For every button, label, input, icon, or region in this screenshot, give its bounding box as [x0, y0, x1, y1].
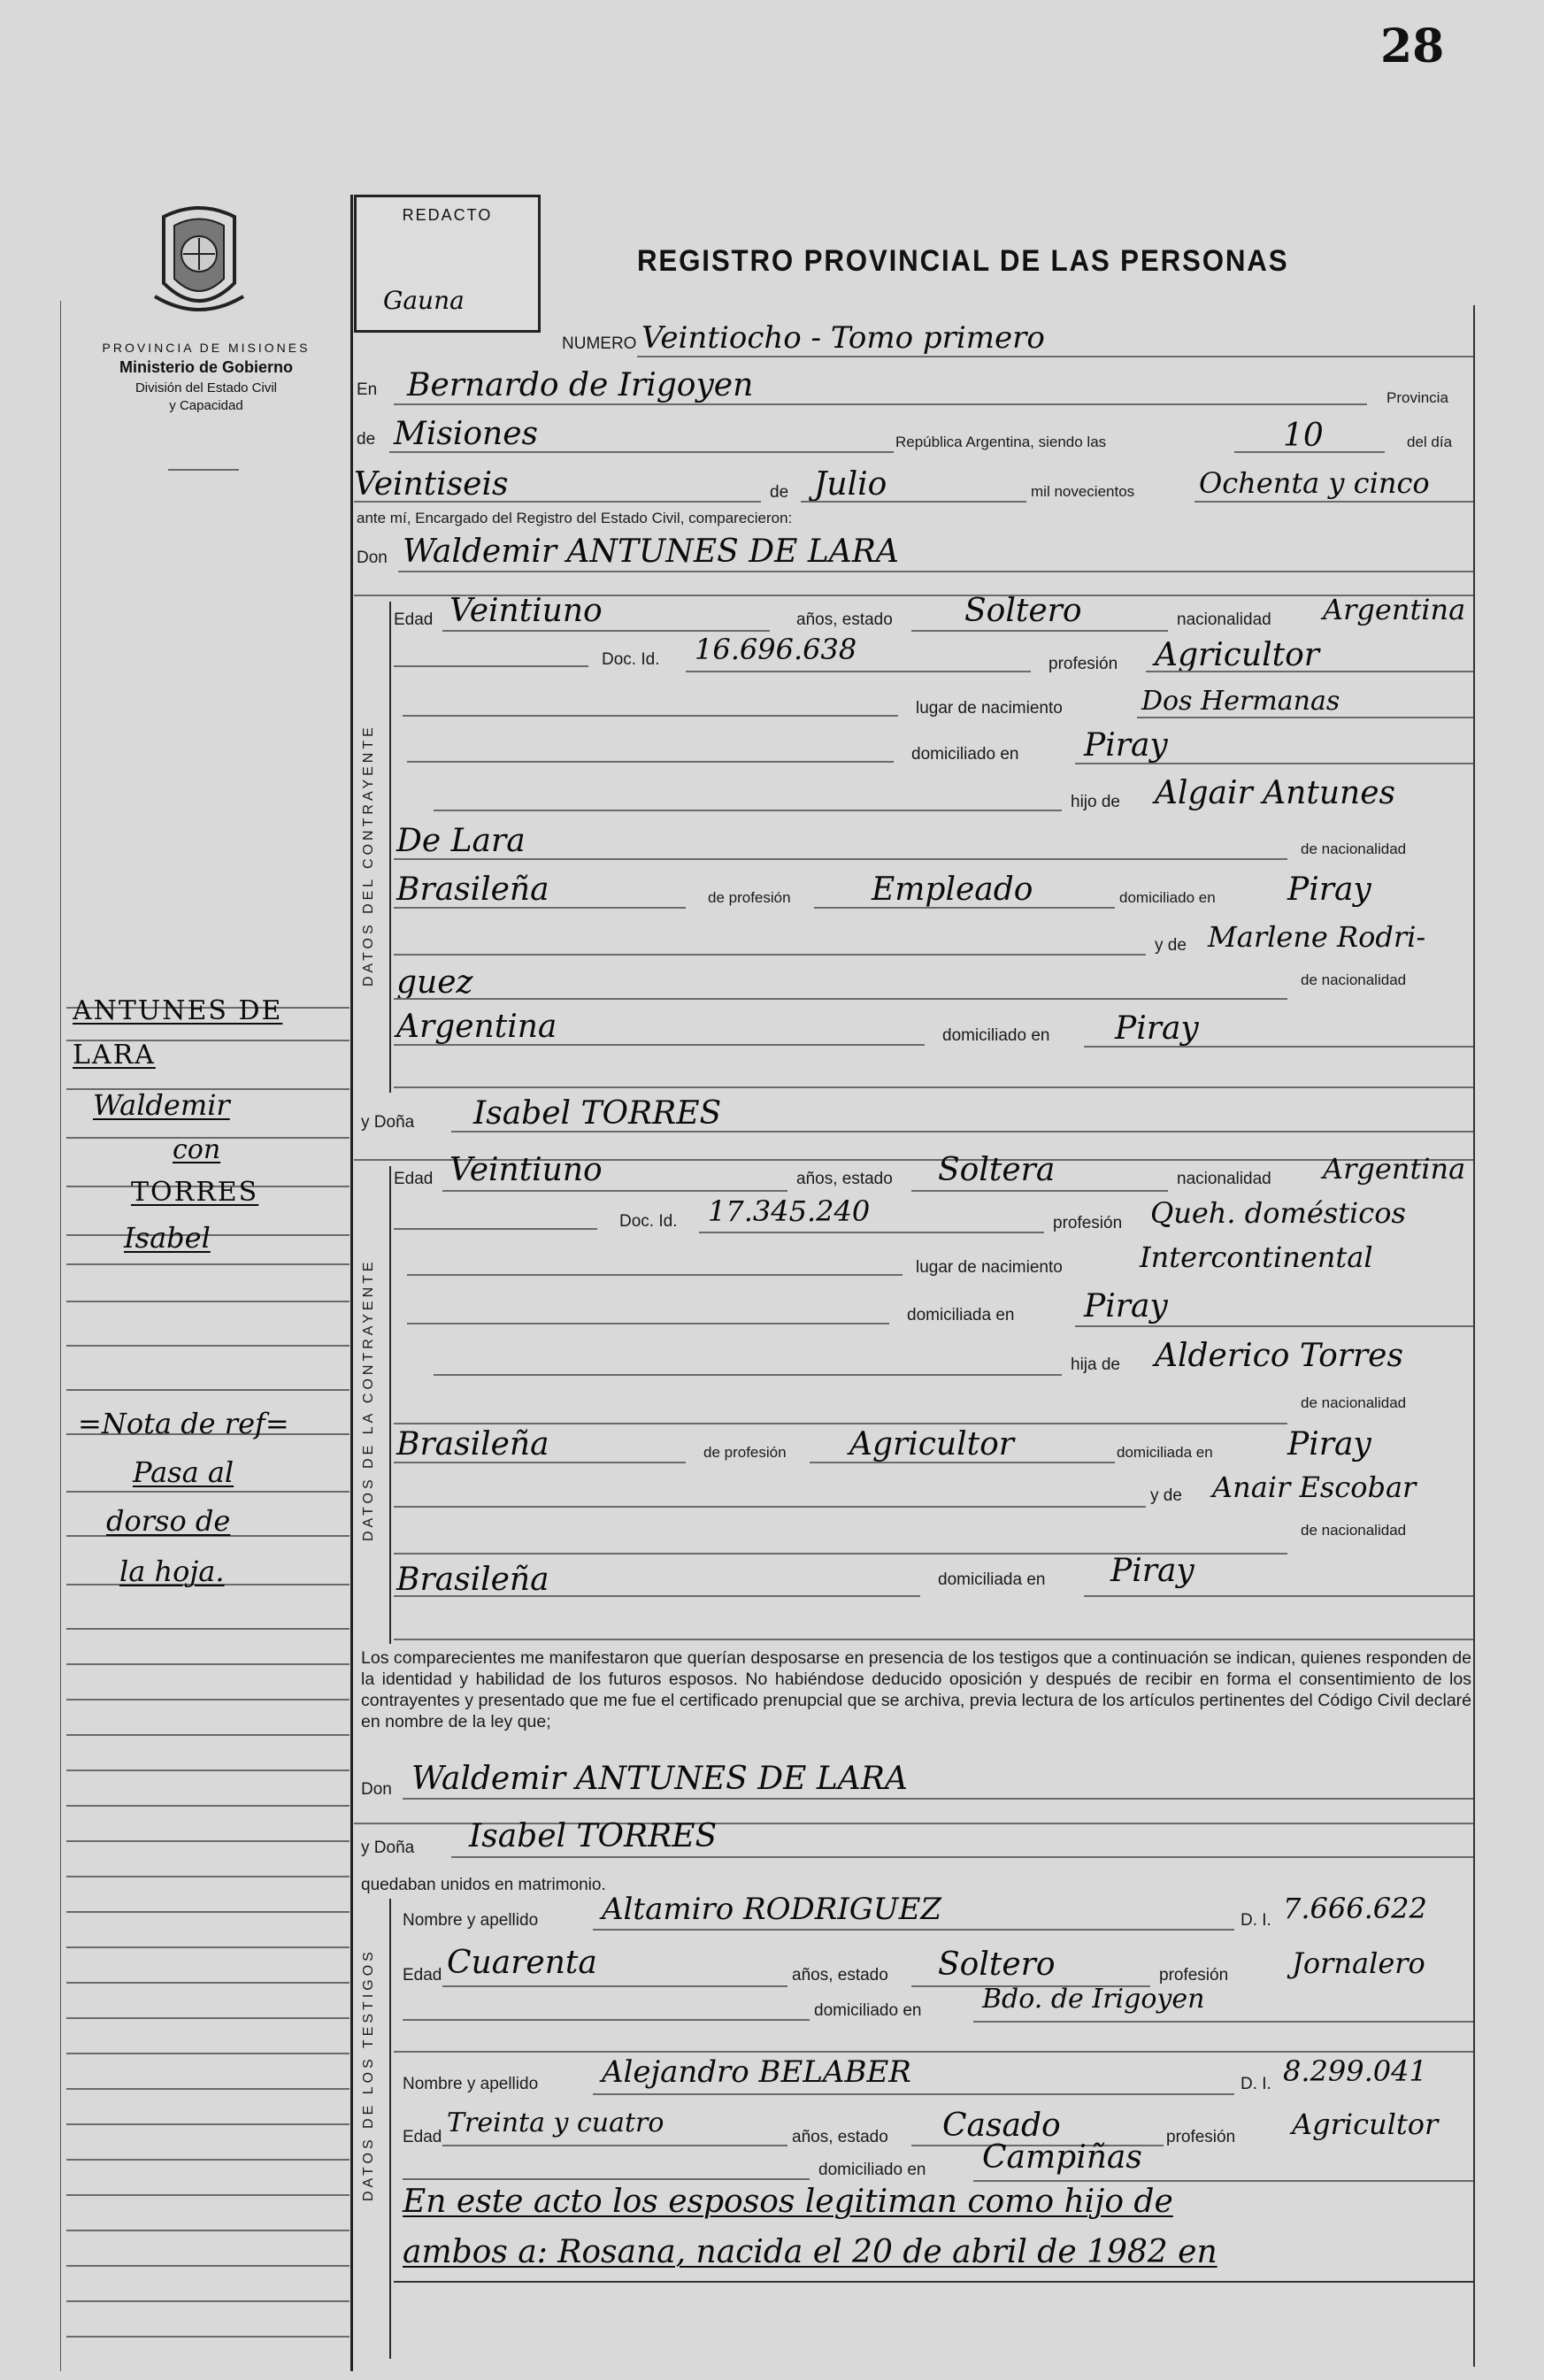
padre-prof-label-2: de profesión [703, 1444, 787, 1461]
madre-value-1b: guez [396, 964, 473, 1001]
dia-value: Veintiseis [354, 466, 509, 503]
dona-value: Isabel TORRES [473, 1095, 722, 1132]
domicilio-label-2: domiciliada en [907, 1306, 1015, 1324]
estado-value-2: Soltera [938, 1152, 1056, 1188]
t2-profesion-label: profesión [1166, 2128, 1236, 2146]
madre-nac-label-2: de nacionalidad [1301, 1522, 1407, 1539]
mes-value: Julio [814, 466, 887, 503]
madre-dom-value-2: Piray [1110, 1553, 1194, 1589]
madre-nac-value-2: Brasileña [396, 1562, 549, 1598]
padre-value-1a: Algair Antunes [1155, 775, 1395, 811]
nacionalidad-label-1: nacionalidad [1177, 610, 1271, 629]
padre-nac-label-2: de nacionalidad [1301, 1394, 1407, 1411]
t2-di-value: 8.299.041 [1283, 2054, 1427, 2088]
t1-edad-value: Cuarenta [447, 1945, 597, 1981]
profesion-value-1: Agricultor [1155, 637, 1319, 673]
decl-dona-value: Isabel TORRES [469, 1818, 718, 1854]
contrayenta-side-label: DATOS DE LA CONTRAYENTE [361, 1258, 376, 1541]
page-number: 28 [1380, 19, 1445, 73]
t1-edad-label: Edad [403, 1966, 442, 1985]
provincia-label: Provincia [1387, 389, 1448, 406]
hija-label: hija de [1071, 1355, 1120, 1374]
t2-nombre-label: Nombre y apellido [403, 2075, 539, 2093]
margin-name-line-2: LARA [73, 1040, 156, 1071]
padre-nac-label-1: de nacionalidad [1301, 841, 1407, 857]
madre-value-1a: Marlene Rodri- [1208, 920, 1426, 954]
lugar-label-1: lugar de nacimiento [916, 699, 1063, 718]
profesion-value-2: Queh. domésticos [1150, 1196, 1406, 1230]
madre-dom-label-1: domiciliado en [942, 1026, 1050, 1045]
dona-label: y Doña [361, 1113, 415, 1132]
testigos-side-label: DATOS DE LOS TESTIGOS [361, 1948, 376, 2201]
padre-prof-value-1: Empleado [872, 871, 1033, 908]
t1-profesion-label: profesión [1159, 1966, 1229, 1985]
hora-value: 10 [1283, 418, 1324, 454]
domicilio-value-2: Piray [1084, 1288, 1168, 1324]
nacionalidad-value-1: Argentina [1323, 593, 1466, 626]
padre-nac-value-2: Brasileña [396, 1426, 549, 1463]
profesion-label-2: profesión [1053, 1214, 1123, 1232]
edad-label-1: Edad [394, 610, 434, 629]
t2-estado-value: Casado [942, 2107, 1061, 2144]
padre-dom-value-2: Piray [1287, 1426, 1371, 1463]
margin-name-line-5: TORRES [131, 1177, 259, 1208]
margin-nota-line-1: =Nota de ref= [78, 1407, 289, 1440]
division-line-1: División del Estado Civil [134, 380, 278, 395]
doc-label-1: Doc. Id. [602, 650, 660, 669]
madre-nac-label-1: de nacionalidad [1301, 971, 1407, 988]
t2-edad-label: Edad [403, 2128, 442, 2146]
padre-prof-label-1: de profesión [708, 889, 791, 906]
padre-dom-label-1: domiciliado en [1119, 889, 1216, 906]
madre-label-2: y de [1150, 1486, 1182, 1505]
margin-name-line-4: con [173, 1134, 221, 1165]
t1-nombre-label: Nombre y apellido [403, 1911, 539, 1930]
t1-dom-value: Bdo. de Irigoyen [982, 1984, 1205, 2015]
nacionalidad-value-2: Argentina [1323, 1152, 1466, 1186]
del-dia-label: del día [1407, 434, 1453, 450]
estado-label-1: años, estado [796, 610, 893, 629]
edad-value-1: Veintiuno [449, 593, 603, 629]
domicilio-label-1: domiciliado en [911, 745, 1019, 764]
de-label: de [357, 430, 376, 449]
nacionalidad-label-2: nacionalidad [1177, 1170, 1271, 1188]
t2-dom-label: domiciliado en [818, 2161, 926, 2179]
numero-label: NUMERO [562, 334, 637, 353]
padre-nac-value-1: Brasileña [396, 871, 549, 908]
don-value: Waldemir ANTUNES DE LARA [403, 534, 899, 570]
t1-dom-label: domiciliado en [814, 2001, 922, 2020]
redacto-value: Gauna [383, 286, 465, 315]
madre-dom-value-1: Piray [1115, 1010, 1199, 1047]
edad-value-2: Veintiuno [449, 1152, 603, 1188]
lugar-value-1: Dos Hermanas [1141, 686, 1340, 717]
t1-nombre-value: Altamiro RODRIGUEZ [602, 1892, 942, 1927]
provincial-seal [146, 199, 252, 323]
estado-value-1: Soltero [964, 593, 1082, 629]
profesion-label-1: profesión [1049, 655, 1118, 673]
doc-value-1: 16.696.638 [695, 633, 857, 666]
anio-value: Ochenta y cinco [1199, 466, 1430, 500]
padre-value-1b: De Lara [396, 823, 526, 859]
lugar-value-2: Intercontinental [1140, 1240, 1373, 1274]
madre-value-2: Anair Escobar [1212, 1470, 1417, 1504]
province-name: PROVINCIA DE MISIONES [102, 341, 311, 355]
decl-dona-label: y Doña [361, 1839, 415, 1857]
en-label: En [357, 380, 378, 399]
de-mes-label: de [770, 483, 789, 502]
division-line-2: y Capacidad [169, 398, 243, 413]
margin-name-line-1: ANTUNES DE [73, 995, 283, 1026]
t2-dom-value: Campiñas [982, 2139, 1142, 2176]
numero-value: Veintiocho - Tomo primero [641, 320, 1045, 356]
coat-of-arms-icon [146, 199, 252, 323]
t2-di-label: D. I. [1241, 2075, 1271, 2093]
madre-dom-label-2: domiciliada en [938, 1570, 1046, 1589]
page-title: REGISTRO PROVINCIAL DE LAS PERSONAS [637, 244, 1289, 278]
ante-text: ante mí, Encargado del Registro del Estado Civil, comparecieron: [357, 510, 793, 526]
edad-label-2: Edad [394, 1170, 434, 1188]
madre-nac-value-1: Argentina [396, 1009, 557, 1045]
ministry-name: Ministerio de Gobierno [119, 358, 293, 376]
margin-name-line-3: Waldemir [93, 1088, 230, 1122]
t1-estado-label: años, estado [792, 1966, 888, 1985]
quedaban-text: quedaban unidos en matrimonio. [361, 1876, 606, 1894]
contrayente-side-label: DATOS DEL CONTRAYENTE [361, 724, 376, 987]
final-note-line-1: En este acto los esposos legitiman como hijo de [403, 2184, 1173, 2220]
t1-di-value: 7.666.622 [1283, 1892, 1427, 1925]
t1-di-label: D. I. [1241, 1911, 1271, 1930]
redacto-box [354, 195, 541, 333]
decl-don-value: Waldemir ANTUNES DE LARA [411, 1761, 908, 1797]
doc-value-2: 17.345.240 [708, 1194, 871, 1228]
padre-value-2: Alderico Torres [1155, 1338, 1403, 1374]
padre-dom-value-1: Piray [1287, 871, 1371, 908]
estado-label-2: años, estado [796, 1170, 893, 1188]
margin-name-line-6: Isabel [124, 1221, 211, 1255]
madre-label-1: y de [1155, 936, 1187, 955]
t2-profesion-value: Agricultor [1292, 2107, 1439, 2141]
t2-nombre-value: Alejandro BELABER [602, 2054, 911, 2090]
margin-nota-line-2: Pasa al [133, 1455, 234, 1489]
padre-dom-label-2: domiciliada en [1117, 1444, 1213, 1461]
domicilio-value-1: Piray [1084, 727, 1168, 764]
t1-estado-value: Soltero [938, 1946, 1056, 1983]
republica-label: República Argentina, siendo las [895, 434, 1107, 450]
en-value: Bernardo de Irigoyen [407, 367, 754, 403]
don-label: Don [357, 549, 388, 567]
padre-prof-value-2: Agricultor [849, 1426, 1014, 1463]
t2-edad-value: Treinta y cuatro [447, 2107, 664, 2138]
provincia-value: Misiones [394, 416, 539, 452]
hijo-label: hijo de [1071, 793, 1120, 811]
t1-profesion-value: Jornalero [1292, 1946, 1425, 1980]
t2-estado-label: años, estado [792, 2128, 888, 2146]
margin-nota-line-3: dorso de [106, 1504, 231, 1538]
redacto-label: REDACTO [402, 206, 493, 224]
final-note-line-2: ambos a: Rosana, nacida el 20 de abril de 1982 en [403, 2234, 1218, 2270]
doc-label-2: Doc. Id. [619, 1212, 678, 1231]
lugar-label-2: lugar de nacimiento [916, 1258, 1063, 1277]
declaration-text: Los comparecientes me manifestaron que querían desposarse en presencia de los testigos que a continuación se indican, quienes responden de la identidad y habilidad de los futuros esposos. No habiéndose deducido oposición y después de recibir en forma el consentimiento de los contrayentes y presentado que me fue el certificado prenupcial que se archiva, previa lectura de los artículos pertinentes del Código Civil declaré en nombre de la ley que; [361, 1648, 1471, 1731]
margin-nota-line-4: la hoja. [119, 1555, 225, 1588]
mil-label: mil novecientos [1031, 483, 1135, 500]
decl-don-label: Don [361, 1780, 392, 1799]
